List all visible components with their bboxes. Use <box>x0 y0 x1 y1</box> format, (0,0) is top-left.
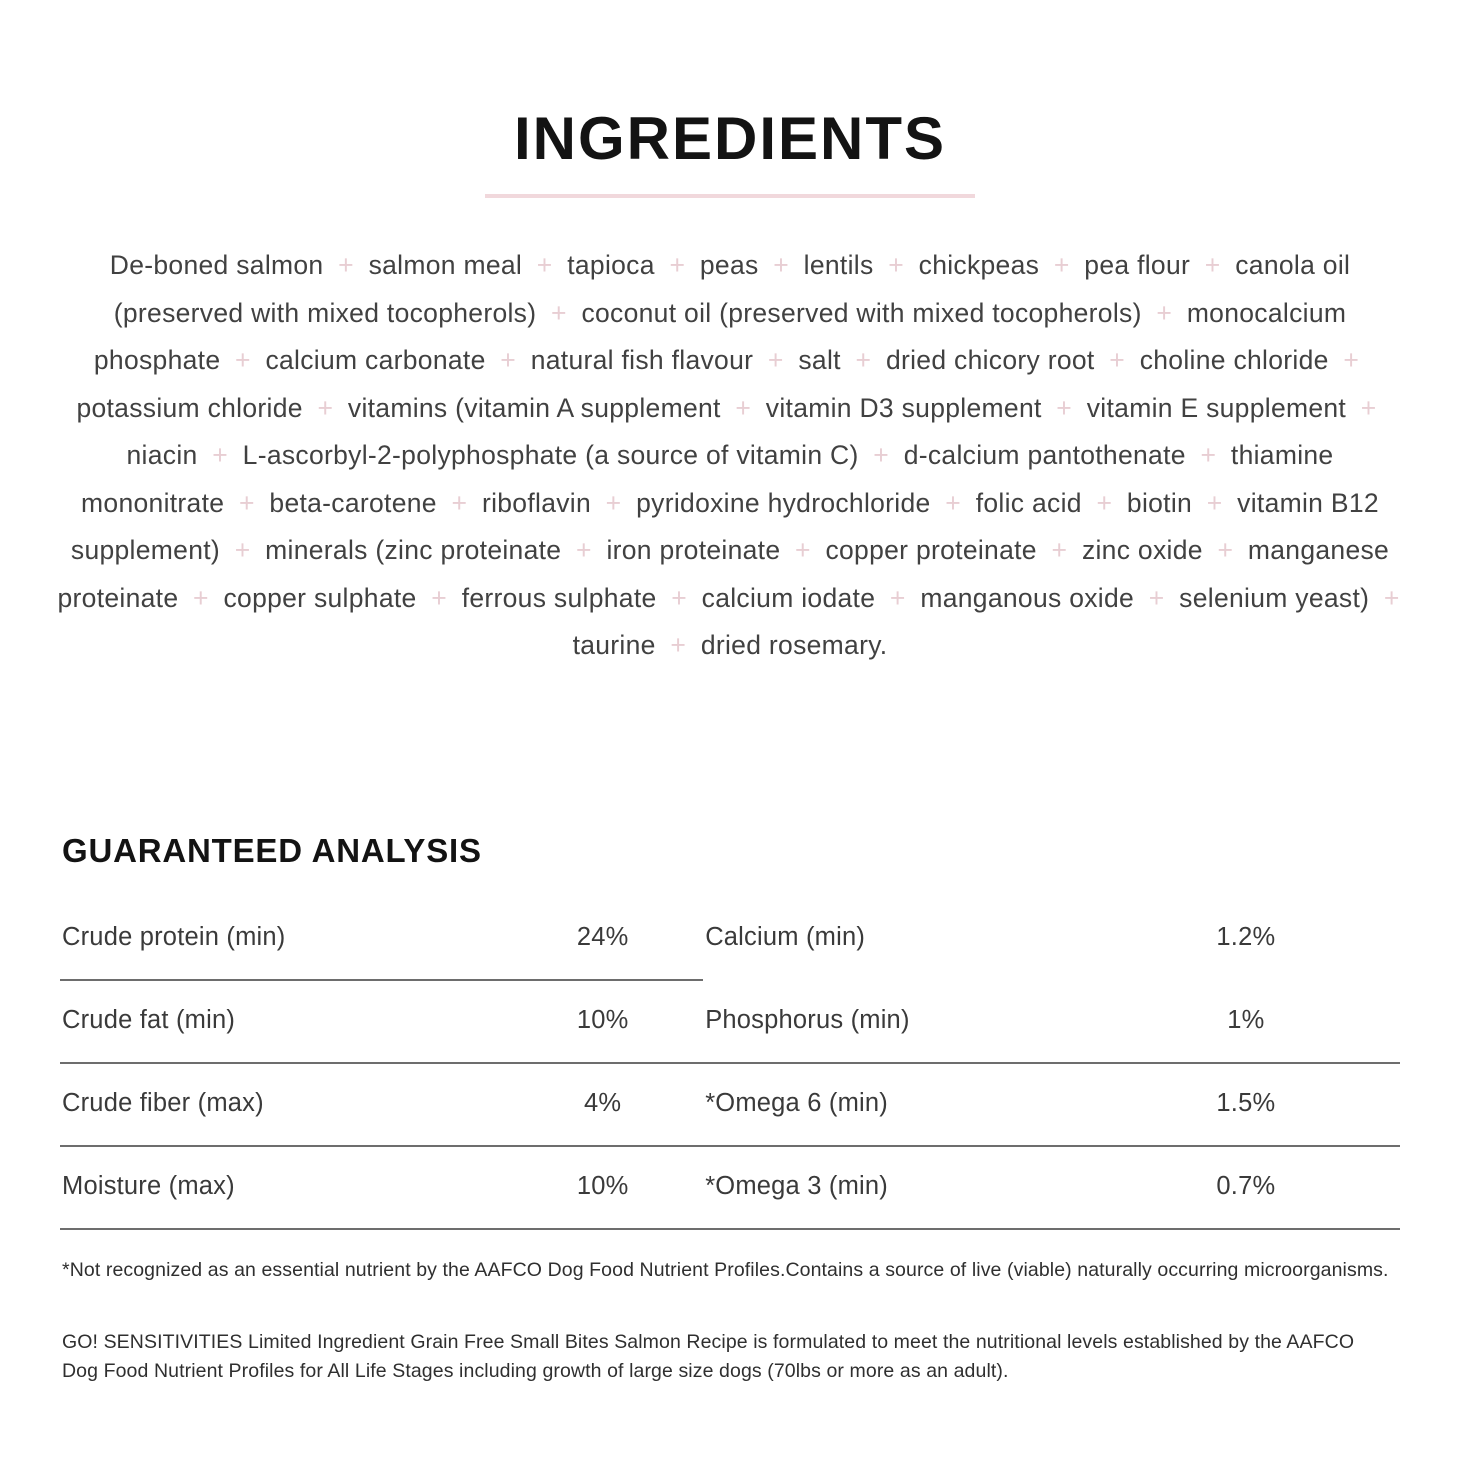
plus-separator: + <box>227 345 259 375</box>
ingredient-item: monocalcium phosphate <box>93 297 1347 375</box>
plus-separator: + <box>760 345 792 375</box>
nutrient-value: 10% <box>576 1171 629 1200</box>
nutrient-label: Moisture (max) <box>62 1171 235 1200</box>
ingredient-item: dried chicory root <box>885 345 1095 375</box>
plus-separator: + <box>1197 250 1229 280</box>
plus-separator: + <box>568 535 600 565</box>
ingredient-item: pyridoxine hydrochloride <box>636 487 931 518</box>
ingredient-item: potassium chloride <box>76 392 303 423</box>
nutrient-label: Phosphorus (min) <box>705 1005 910 1034</box>
plus-separator: + <box>1199 487 1231 518</box>
plus-separator: + <box>1148 297 1180 328</box>
plus-separator: + <box>330 250 362 280</box>
plus-separator: + <box>231 487 263 518</box>
plus-separator: + <box>1141 582 1173 613</box>
plus-separator: + <box>882 582 914 613</box>
ingredient-item: dried rosemary. <box>700 630 888 660</box>
ingredient-item: d-calcium pantothenate <box>903 440 1186 470</box>
plus-separator: + <box>443 487 475 518</box>
ingredient-item: folic acid <box>975 487 1082 518</box>
ingredient-item: tapioca <box>567 250 655 280</box>
ingredient-item: riboflavin <box>481 487 592 518</box>
nutrient-value: 1.5% <box>1216 1088 1276 1117</box>
plus-separator: + <box>1088 487 1120 518</box>
ingredient-item: zinc oxide <box>1081 535 1203 565</box>
nutrient-value: 4% <box>584 1088 622 1117</box>
plus-separator: + <box>765 250 797 280</box>
plus-separator: + <box>598 487 630 518</box>
plus-separator: + <box>185 582 217 613</box>
nutrient-value: 24% <box>576 922 629 951</box>
ingredient-item: vitamins (vitamin A supplement <box>347 392 721 423</box>
ingredient-item: manganous oxide <box>920 582 1135 613</box>
plus-separator: + <box>543 297 575 328</box>
plus-separator: + <box>787 535 819 565</box>
ingredient-item: choline chloride <box>1139 345 1329 375</box>
plus-separator: + <box>1353 392 1377 423</box>
table-row <box>60 1064 1400 1145</box>
nutrient-label: *Omega 3 (min) <box>705 1171 888 1200</box>
plus-separator: + <box>880 250 912 280</box>
ingredients-text <box>58 242 1403 670</box>
ingredient-item: ferrous sulphate <box>461 582 657 613</box>
nutrient-label: *Omega 6 (min) <box>705 1088 888 1117</box>
ingredient-item: copper proteinate <box>825 535 1037 565</box>
ingredient-item: chickpeas <box>918 250 1040 280</box>
ingredient-item: De-boned salmon <box>109 250 324 280</box>
plus-separator: + <box>663 582 695 613</box>
guaranteed-analysis-table <box>60 898 1400 1230</box>
ingredient-item: canola oil (preserved with mixed tocopherols) <box>113 250 1351 328</box>
pink-underline-divider <box>485 194 975 198</box>
ingredient-item: L-ascorbyl-2-polyphosphate (a source of vitamin C) <box>242 440 859 470</box>
nutrient-label: Crude fat (min) <box>62 1005 236 1034</box>
ingredient-item: taurine <box>572 630 656 660</box>
ingredients-section-title: INGREDIENTS <box>513 105 947 172</box>
plus-separator: + <box>423 582 455 613</box>
ingredient-item: calcium iodate <box>701 582 876 613</box>
aafco-formulation-statement: GO! SENSITIVITIES Limited Ingredient Grain Free Small Bites Salmon Recipe is formulated to meet the nutritional levels established by the AAFCO Dog Food Nutrient Profiles for All Life Stages including growth of large size dogs (70lbs or more as an adult). <box>62 1330 1355 1382</box>
plus-separator: + <box>662 630 694 660</box>
ingredient-item: beta-carotene <box>269 487 437 518</box>
nutrient-value: 1.2% <box>1216 922 1276 951</box>
plus-separator: + <box>937 487 969 518</box>
row-divider <box>60 1228 1400 1230</box>
plus-separator: + <box>865 440 897 470</box>
ingredient-item: calcium carbonate <box>265 345 486 375</box>
plus-separator: + <box>727 392 759 423</box>
plus-separator: + <box>661 250 693 280</box>
plus-separator: + <box>309 392 341 423</box>
ingredient-item: selenium yeast) <box>1179 582 1370 613</box>
guaranteed-analysis-title: GUARANTEED ANALYSIS <box>62 831 482 869</box>
ingredient-item: vitamin E supplement <box>1086 392 1347 423</box>
ingredient-item: biotin <box>1126 487 1193 518</box>
plus-separator: + <box>1048 392 1080 423</box>
ingredient-item: salt <box>798 345 841 375</box>
plus-separator: + <box>847 345 879 375</box>
ingredient-item: natural fish flavour <box>530 345 754 375</box>
nutrient-label: Calcium (min) <box>705 922 866 951</box>
plus-separator: + <box>204 440 236 470</box>
ingredient-item: vitamin D3 supplement <box>765 392 1042 423</box>
plus-separator: + <box>1101 345 1133 375</box>
plus-separator: + <box>1046 250 1078 280</box>
nutrient-label: Crude protein (min) <box>62 922 286 951</box>
ingredient-item: copper sulphate <box>223 582 417 613</box>
nutrient-label: Crude fiber (max) <box>62 1088 264 1117</box>
ingredient-item: peas <box>699 250 759 280</box>
plus-separator: + <box>1335 345 1360 375</box>
nutrient-value: 10% <box>576 1005 629 1034</box>
ingredient-item: thiamine mononitrate <box>81 440 1334 518</box>
plus-separator: + <box>1376 582 1400 613</box>
nutrient-value: 0.7% <box>1216 1171 1276 1200</box>
plus-separator: + <box>1192 440 1224 470</box>
ingredient-item: niacin <box>126 440 198 470</box>
table-row <box>60 1147 1400 1228</box>
plus-separator: + <box>1043 535 1075 565</box>
ingredient-item: iron proteinate <box>606 535 781 565</box>
plus-separator: + <box>227 535 259 565</box>
plus-separator: + <box>529 250 561 280</box>
table-row <box>60 981 1400 1062</box>
ingredient-item: pea flour <box>1084 250 1191 280</box>
ingredient-item: manganese proteinate <box>57 535 1390 613</box>
ingredient-item: coconut oil (preserved with mixed tocopherols) <box>581 297 1142 328</box>
nutrient-value: 1% <box>1227 1005 1265 1034</box>
plus-separator: + <box>492 345 524 375</box>
ingredient-item: lentils <box>803 250 874 280</box>
ingredient-item: vitamin B12 supplement) <box>70 487 1379 565</box>
plus-separator: + <box>1209 535 1241 565</box>
ingredient-item: minerals (zinc proteinate <box>265 535 562 565</box>
ingredient-item: salmon meal <box>368 250 523 280</box>
table-row <box>60 898 1400 979</box>
aafco-footnote: *Not recognized as an essential nutrient by the AAFCO Dog Food Nutrient Profiles.Contains a source of live (viable) naturally occurring microorganisms. <box>62 1258 1389 1281</box>
